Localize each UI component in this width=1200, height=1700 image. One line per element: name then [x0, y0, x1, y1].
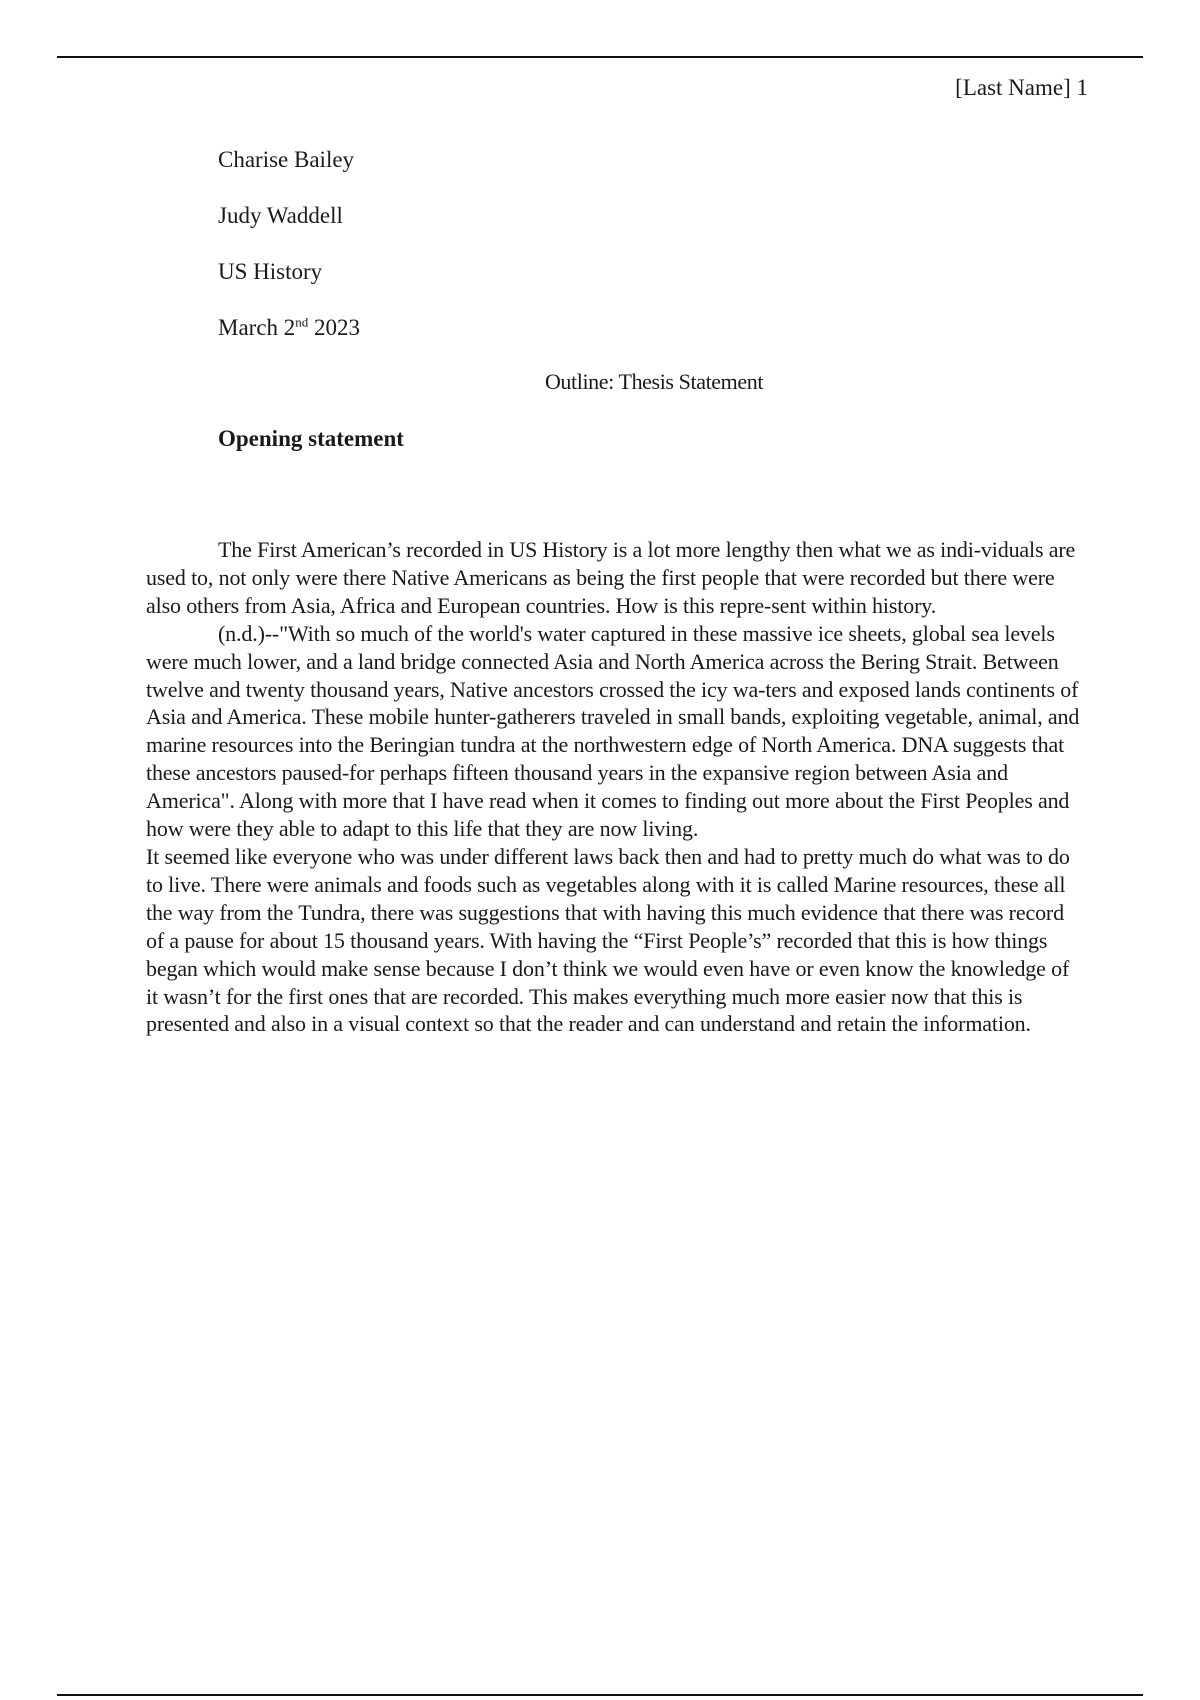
student-name: Charise Bailey — [218, 147, 355, 172]
course-name: US History — [218, 259, 323, 284]
paragraph-analysis: It seemed like everyone who was under different laws back then and had to pretty much do what was to do to live. There were animals and foods such as vegetables along with it is called Marine resources, these all the way from the Tundra, there was suggestions that with having this much evidence that there was record of a pause for about 15 thousand years. With having the “First People’s” recorded that this is how things began which would make sense because I don’t think we would even have or even know the knowledge of it wasn’t for the first ones that are recorded. This makes everything much more easier now that this is presented and also in a visual context so that the reader and can understand and retain the information. — [146, 843, 1070, 1037]
date-prefix: March 2 — [218, 315, 296, 340]
section-heading: Opening statement — [218, 426, 404, 451]
date-line — [218, 314, 1078, 342]
date-superscript: nd — [295, 314, 309, 330]
mla-heading — [218, 146, 1078, 370]
date-suffix: 2023 — [308, 315, 361, 340]
instructor-name: Judy Waddell — [218, 203, 343, 228]
paragraph-intro: The First American’s recorded in US History is a lot more lengthy then what we as indi-viduals are used to, not only were there Native Americans as being the first people that were recorded but there were also others from Asia, Africa and European countries. How is this repre-sent within history. — [146, 537, 1076, 618]
page-header-label: [Last Name] 1 — [955, 75, 1088, 100]
body-text — [146, 536, 1086, 1038]
top-rule — [57, 56, 1143, 58]
paragraph-quote: (n.d.)--"With so much of the world's water captured in these massive ice sheets, global sea levels were much lower, and a land bridge connected Asia and North America across the Bering Strait. Between twelve and twenty thousand years, Native ancestors crossed the icy wa-ters and exposed lands continents of Asia and America. These mobile hunter-gatherers traveled in small bands, exploiting vegetable, animal, and marine resources into the Beringian tundra at the northwestern edge of North America. DNA suggests that these ancestors paused-for perhaps fifteen thousand years in the expansive region between Asia and America". Along with more that I have read when it comes to finding out more about the First Peoples and how were they able to adapt to this life that they are now living. — [146, 620, 1080, 842]
bottom-rule — [57, 1694, 1143, 1696]
document-title: Outline: Thesis Statement — [544, 369, 764, 394]
